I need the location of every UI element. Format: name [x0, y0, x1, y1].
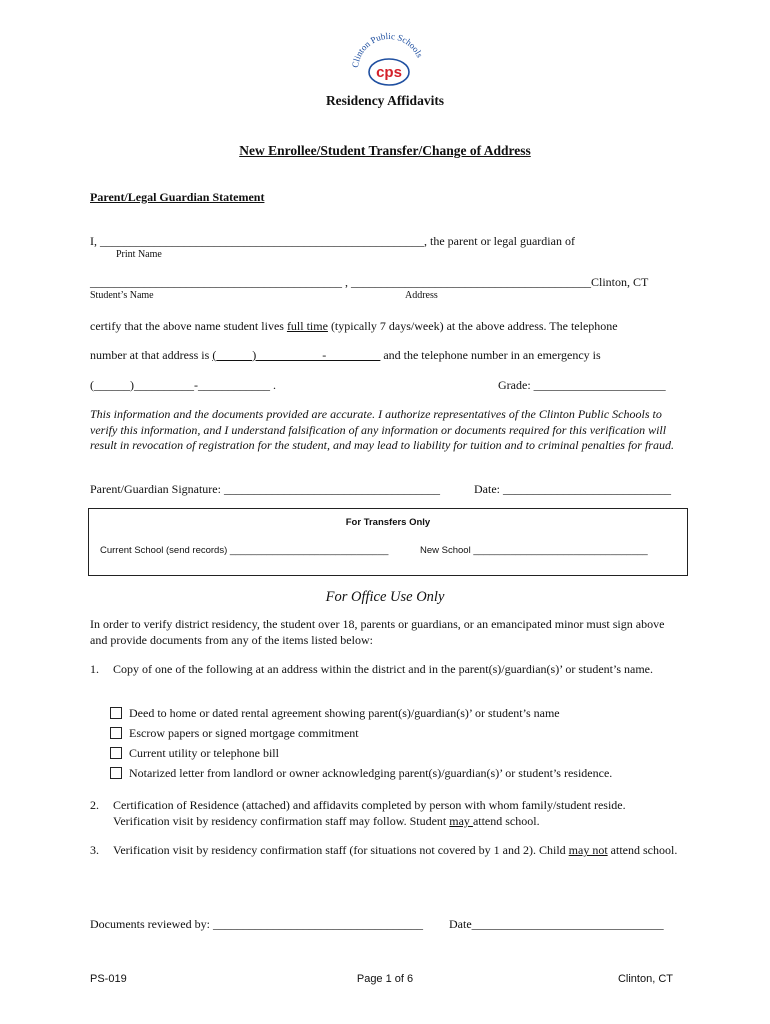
- checkbox-utility-bill-label: Current utility or telephone bill: [129, 746, 279, 760]
- print-name-label: Print Name: [116, 249, 162, 260]
- section-heading: Parent/Legal Guardian Statement: [90, 190, 265, 204]
- item-3-number: 3.: [90, 843, 99, 857]
- checkbox-escrow[interactable]: [110, 727, 122, 739]
- new-school-field: New School _________________________________: [420, 545, 648, 556]
- phone-blank: (______)___________-_________: [212, 348, 381, 362]
- checkbox-deed-label: Deed to home or dated rental agreement showing parent(s)/guardian(s)’ or student’s name: [129, 706, 560, 720]
- certify-line: [90, 319, 618, 334]
- item-2-may: may: [449, 814, 473, 828]
- item-2-line-2-pre: Verification visit by residency confirmation staff may follow. Student: [113, 814, 450, 828]
- page-title: Residency Affidavits: [325, 93, 445, 108]
- footer-page-number: Page 1 of 6: [356, 973, 414, 985]
- page-subtitle: New Enrollee/Student Transfer/Change of Address: [239, 143, 531, 158]
- signature-line: Parent/Guardian Signature: ____________________________________: [90, 482, 440, 496]
- item-2-line-2: [113, 814, 540, 829]
- item-1-number: 1.: [90, 662, 99, 676]
- item-1-text: Copy of one of the following at an address within the district and in the parent(s)/guardian(s)’ or student’s name.: [113, 662, 653, 676]
- logo-arc-text: Clinton Public Schools: [350, 30, 425, 69]
- item-2-line-1: Certification of Residence (attached) and affidavits completed by person with whom family/student reside.: [113, 798, 626, 812]
- footer-location: Clinton, CT: [617, 973, 673, 985]
- checkbox-deed[interactable]: [110, 707, 122, 719]
- office-use-heading: For Office Use Only: [325, 589, 445, 605]
- documents-reviewed-by: Documents reviewed by: ___________________________________: [90, 917, 423, 931]
- clinton-public-schools-logo: [348, 30, 428, 96]
- item-2-number: 2.: [90, 798, 99, 812]
- certify-text-pre: certify that the above name student lives: [90, 319, 287, 333]
- item-3-pre: Verification visit by residency confirmation staff (for situations not covered by 1 and 2). Child: [113, 843, 569, 857]
- footer-form-code: PS-019: [90, 973, 127, 985]
- transfers-heading: For Transfers Only: [345, 517, 431, 528]
- students-name-label: Student’s Name: [90, 290, 154, 301]
- phone-text-post: and the telephone number in an emergency is: [380, 348, 601, 362]
- certify-full-time: full time: [286, 319, 328, 333]
- grade-field: Grade: ______________________: [498, 378, 666, 392]
- checkbox-utility-bill[interactable]: [110, 747, 122, 759]
- certify-text-post: (typically 7 days/week) at the above address. The telephone: [327, 319, 618, 333]
- date-line: Date: ____________________________: [474, 482, 671, 496]
- logo-graphic: [348, 30, 428, 96]
- disclaimer-text: This information and the documents provided are accurate. I authorize representatives of the Clinton Public Schools to verify this information, and I understand falsification of any information or documents required for this verification will result in revocation of registration for the student, and may lead to liability for tuition and to criminal penalties for fraud.: [90, 407, 674, 452]
- phone-text-pre: number at that address is: [90, 348, 213, 362]
- item-3-may-not: may not: [568, 843, 608, 857]
- checkbox-notarized-letter[interactable]: [110, 767, 122, 779]
- item-3-text: [113, 843, 678, 859]
- address-label: Address: [405, 290, 438, 301]
- item-2-line-2-post: attend school.: [472, 814, 540, 828]
- reviewed-date: Date________________________________: [449, 917, 664, 931]
- logo-mark: cps: [376, 64, 402, 81]
- checkbox-notarized-letter-label: Notarized letter from landlord or owner acknowledging parent(s)/guardian(s)’ or student’s residence.: [129, 766, 613, 780]
- parent-name-line: I, ______________________________________________________, the parent or legal guardian of: [90, 234, 575, 248]
- office-intro: In order to verify district residency, the student over 18, parents or guardians, or an emancipated minor must sign above and provide documents from any of the items listed below:: [90, 617, 665, 647]
- student-address-line: __________________________________________ , ________________________________________Clinton, CT: [90, 275, 649, 289]
- item-3-post: attend school.: [607, 843, 678, 857]
- emergency-phone-blank: (______)__________-____________ .: [90, 378, 276, 392]
- phone-line: [90, 348, 601, 363]
- current-school-field: Current School (send records) ______________________________: [100, 545, 389, 556]
- checkbox-escrow-label: Escrow papers or signed mortgage commitment: [129, 726, 359, 740]
